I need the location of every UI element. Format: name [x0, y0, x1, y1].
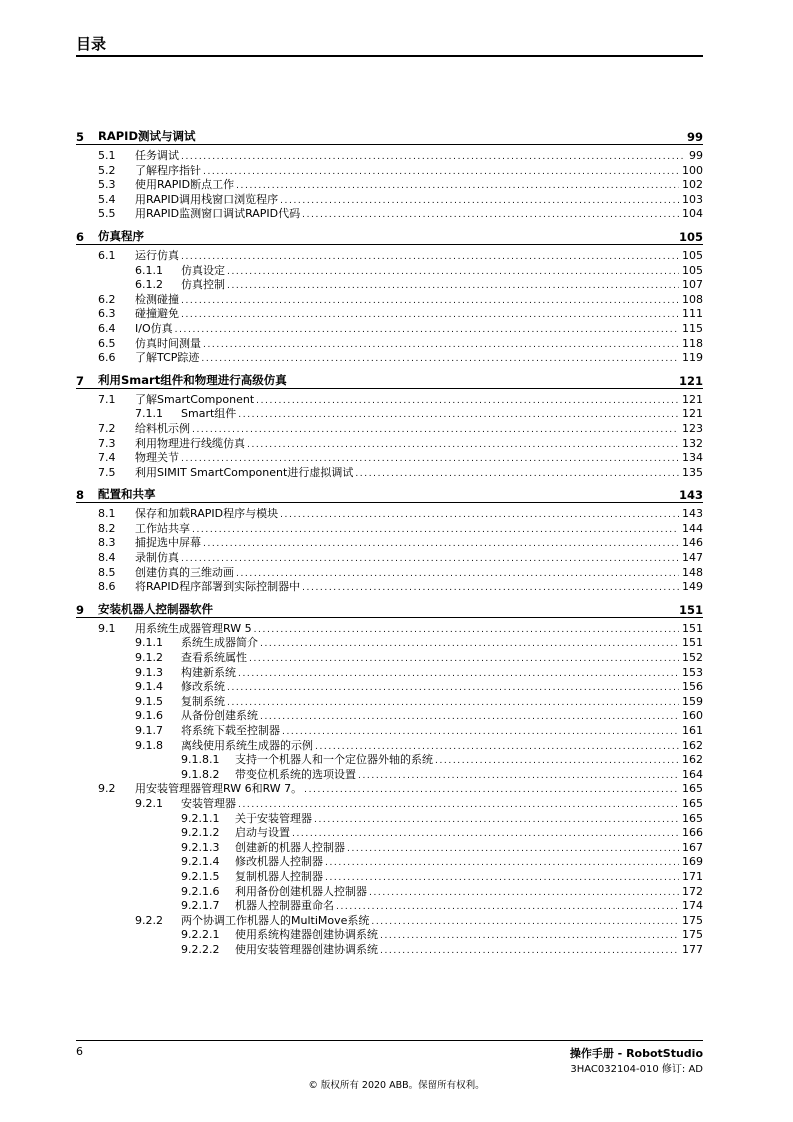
toc-entry-page: 111	[682, 307, 703, 321]
toc-entry-number: 9.2.1.3	[181, 840, 220, 854]
toc-entry-title: 复制机器人控制器	[235, 869, 323, 883]
dot-leader	[254, 623, 679, 638]
toc-entry-page: 134	[682, 451, 703, 465]
dot-leader	[181, 552, 679, 567]
toc-entry-number: 8.5	[98, 565, 116, 579]
dot-leader	[192, 523, 679, 538]
toc-entry-title: 仿真控制	[181, 278, 225, 292]
toc-entry-page: 147	[682, 551, 703, 565]
toc-entry-title: Smart组件	[181, 407, 237, 421]
toc-entry[interactable]	[76, 507, 703, 522]
page-title: 目录	[76, 35, 107, 53]
toc-entry-page: 165	[682, 811, 703, 825]
toc-entry[interactable]	[76, 636, 703, 651]
toc-entry-title: 任务调试	[135, 149, 179, 162]
toc-entry-number: 5.1	[98, 149, 116, 162]
toc-entry[interactable]	[76, 178, 703, 193]
toc-entry-page: 159	[682, 694, 703, 708]
dot-leader	[203, 165, 679, 180]
toc-entry-page: 161	[682, 724, 703, 737]
toc-entry-page: 162	[682, 753, 703, 767]
toc-entry-title: 检测碰撞	[135, 292, 179, 306]
toc-entry[interactable]	[76, 207, 703, 222]
toc-chapter-heading[interactable]	[76, 127, 703, 145]
toc-entry-number: 9.1.8.1	[181, 753, 220, 767]
dot-leader	[227, 696, 679, 711]
dot-leader	[315, 740, 679, 755]
toc-entry-page: 108	[682, 292, 703, 306]
toc-entry-page: 165	[682, 796, 703, 810]
toc-entry[interactable]	[76, 724, 703, 739]
toc-entry-page: 102	[682, 178, 703, 192]
footer-page-number: 6	[76, 1045, 83, 1058]
toc-entry-number: 6.2	[98, 292, 116, 306]
toc-entry[interactable]	[76, 580, 703, 595]
toc-chapter-heading[interactable]	[76, 485, 703, 503]
toc-entry-title: 用RAPID监测窗口调试RAPID代码	[135, 207, 301, 221]
toc-entry-title: 支持一个机器人和一个定位器外轴的系统	[235, 753, 433, 767]
dot-leader	[238, 408, 679, 423]
toc-entry-number: 5.4	[98, 192, 116, 206]
toc-entry[interactable]	[76, 680, 703, 695]
toc-entry[interactable]	[76, 278, 703, 293]
toc-entry-title: 将RAPID程序部署到实际控制器中	[135, 580, 301, 594]
dot-leader	[302, 581, 679, 596]
toc-entry-page: 107	[682, 278, 703, 292]
dot-leader	[203, 338, 679, 353]
toc-entry-number: 6.5	[98, 336, 116, 350]
toc-entry[interactable]	[76, 899, 703, 914]
toc-entry-number: 9.2.2.1	[181, 928, 220, 942]
toc-chapter-number: 9	[76, 602, 85, 617]
toc-chapter-number: 8	[76, 488, 85, 503]
dot-leader	[175, 323, 679, 338]
toc-chapter	[76, 371, 703, 481]
toc-entry-title: 机器人控制器重命名	[235, 899, 334, 913]
toc-entry-page: 174	[682, 899, 703, 913]
toc-chapter	[76, 600, 703, 958]
toc-entry-title: 查看系统属性	[181, 651, 247, 665]
toc-chapter-title: 配置和共享	[98, 487, 156, 502]
toc-entry-title: 用安装管理器管理RW 6和RW 7。	[135, 782, 303, 796]
toc-chapter-title: 仿真程序	[98, 228, 144, 243]
toc-entry-number: 5.2	[98, 163, 116, 177]
dot-leader	[256, 394, 679, 409]
toc-chapter-title: RAPID测试与调试	[98, 129, 196, 143]
toc-entry[interactable]	[76, 407, 703, 422]
dot-leader	[238, 798, 679, 813]
toc-chapter-page: 99	[686, 130, 703, 144]
toc-entry-number: 7.1.1	[135, 407, 163, 421]
toc-entry-title: 捕捉选中屏幕	[135, 536, 201, 550]
toc-entry[interactable]	[76, 536, 703, 551]
toc-chapter-title: 安装机器人控制器软件	[98, 601, 213, 616]
toc-entry-number: 9.1.3	[135, 665, 163, 679]
toc-entry-number: 9.2.2	[135, 913, 163, 927]
toc-entry[interactable]	[76, 651, 703, 666]
toc-entry-number: 6.4	[98, 321, 116, 335]
toc-entry[interactable]	[76, 753, 703, 768]
toc-entry-page: 167	[682, 840, 703, 854]
toc-entry-page: 175	[682, 928, 703, 942]
toc-entry-title: 从备份创建系统	[181, 709, 258, 723]
toc-entry-page: 169	[682, 855, 703, 869]
footer-document-id: 3HAC032104-010 修订: AD	[570, 1064, 703, 1075]
dot-leader	[181, 294, 679, 309]
toc-entry-number: 5.3	[98, 178, 116, 192]
toc-entry-number: 8.6	[98, 580, 116, 594]
toc-entry-number: 9.2.1.7	[181, 899, 220, 913]
toc-entry-title: 将系统下载至控制器	[181, 724, 280, 737]
toc-chapter-page: 105	[678, 229, 703, 244]
toc-entry[interactable]	[76, 337, 703, 352]
dot-leader	[358, 769, 679, 784]
toc-entry-page: 100	[682, 163, 703, 177]
toc-entry-title: 构建新系统	[181, 665, 236, 679]
footer-copyright: © 版权所有 2020 ABB。保留所有权利。	[308, 1080, 485, 1091]
toc-entry-page: 151	[682, 636, 703, 650]
toc-entry-title: 使用系统构建器创建协调系统	[235, 928, 378, 942]
dot-leader	[369, 886, 679, 901]
dot-leader	[181, 250, 679, 265]
toc-entry-page: 144	[682, 521, 703, 535]
toc-entry-page: 146	[682, 536, 703, 550]
toc-chapter-heading[interactable]	[76, 371, 703, 389]
dot-leader	[336, 900, 679, 915]
dot-leader	[238, 667, 679, 682]
toc-entry-title: 修改系统	[181, 680, 225, 694]
toc-entry-title: 安装管理器	[181, 796, 236, 810]
toc-entry-title: 用系统生成器管理RW 5	[135, 621, 252, 635]
footer-manual-title: 操作手册 - RobotStudio	[569, 1047, 703, 1060]
toc-entry[interactable]	[76, 264, 703, 279]
toc-entry-number: 9.2.1	[135, 796, 163, 810]
toc-entry[interactable]	[76, 351, 703, 366]
toc-entry-number: 9.2.1.1	[181, 811, 220, 825]
toc-entry-title: 了解TCP踪迹	[135, 351, 200, 365]
dot-leader	[249, 652, 679, 667]
dot-leader	[325, 871, 679, 886]
dot-leader	[260, 637, 679, 652]
toc-entry-page: 172	[682, 884, 703, 898]
toc-entry-page: 149	[682, 580, 703, 594]
toc-entry[interactable]	[76, 451, 703, 466]
toc-entry-title: 物理关节	[135, 451, 179, 465]
toc-entry-title: 仿真设定	[181, 263, 225, 277]
toc-entry[interactable]	[76, 768, 703, 783]
table-of-contents	[76, 127, 703, 963]
toc-entry-title: 修改机器人控制器	[235, 855, 323, 869]
toc-entry-page: 121	[682, 392, 703, 406]
toc-entry[interactable]	[76, 826, 703, 841]
toc-chapter	[76, 227, 703, 366]
dot-leader	[280, 194, 679, 209]
toc-entry[interactable]	[76, 149, 703, 164]
dot-leader	[181, 452, 679, 467]
toc-entry-number: 9.1	[98, 621, 116, 635]
toc-entry-page: 175	[682, 913, 703, 927]
dot-leader	[181, 150, 686, 165]
toc-entry[interactable]	[76, 249, 703, 264]
toc-entry[interactable]	[76, 164, 703, 179]
toc-entry[interactable]	[76, 293, 703, 308]
toc-entry-number: 9.2.2.2	[181, 942, 220, 956]
toc-entry-page: 162	[682, 738, 703, 752]
toc-entry-title: 创建仿真的三维动画	[135, 565, 234, 579]
dot-leader	[380, 944, 679, 959]
toc-entry[interactable]	[76, 885, 703, 900]
toc-entry-number: 7.3	[98, 436, 116, 450]
toc-entry-title: 启动与设置	[235, 826, 290, 840]
dot-leader	[282, 725, 679, 740]
toc-entry-title: 工作站共享	[135, 521, 190, 535]
dot-leader	[201, 352, 679, 367]
toc-entry-title: I/O仿真	[135, 321, 173, 335]
header-rule	[76, 55, 703, 57]
toc-chapter-number: 7	[76, 373, 85, 388]
toc-entry-title: 离线使用系统生成器的示例	[181, 738, 313, 752]
toc-entry-number: 8.3	[98, 536, 116, 550]
toc-entry-page: 171	[682, 869, 703, 883]
toc-entry[interactable]	[76, 466, 703, 481]
toc-entry-title: 碰撞避免	[135, 307, 179, 321]
toc-entry-title: 用RAPID调用栈窗口浏览程序	[135, 192, 279, 206]
toc-entry-page: 156	[682, 680, 703, 694]
toc-entry[interactable]	[76, 193, 703, 208]
toc-entry-number: 7.1	[98, 392, 116, 406]
toc-entry-title: 关于安装管理器	[235, 811, 312, 825]
toc-chapter-page: 143	[678, 488, 703, 503]
toc-entry[interactable]	[76, 855, 703, 870]
toc-entry-page: 115	[682, 321, 703, 335]
toc-entry-page: 132	[682, 436, 703, 450]
dot-leader	[236, 567, 679, 582]
toc-entry-number: 9.2.1.5	[181, 869, 220, 883]
dot-leader	[203, 537, 679, 552]
toc-entry[interactable]	[76, 551, 703, 566]
footer-rule	[76, 1040, 703, 1041]
toc-chapter-page: 151	[678, 602, 703, 617]
toc-entry-page: 152	[682, 651, 703, 665]
toc-entry-title: 创建新的机器人控制器	[235, 840, 345, 854]
toc-chapter-number: 6	[76, 229, 85, 244]
toc-entry-number: 9.1.1	[135, 636, 163, 650]
toc-entry-title: 了解SmartComponent	[135, 392, 255, 406]
toc-entry-page: 121	[682, 407, 703, 421]
toc-entry-title: 带变位机系统的选项设置	[235, 767, 356, 781]
toc-entry-title: 利用SIMIT SmartComponent进行虚拟调试	[135, 465, 354, 479]
toc-entry-title: 利用备份创建机器人控制器	[235, 884, 367, 898]
toc-entry-number: 5.5	[98, 207, 116, 221]
toc-chapter-heading[interactable]	[76, 227, 703, 245]
toc-entry-page: 143	[682, 507, 703, 521]
toc-entry-number: 6.6	[98, 351, 116, 365]
toc-entry-page: 166	[682, 826, 703, 840]
toc-entry-page: 105	[682, 263, 703, 277]
toc-entry-number: 9.1.5	[135, 694, 163, 708]
dot-leader	[380, 929, 679, 944]
toc-entry-number: 9.1.8	[135, 738, 163, 752]
toc-entry-page: 164	[682, 767, 703, 781]
toc-entry-title: 运行仿真	[135, 248, 179, 262]
toc-entry[interactable]	[76, 914, 703, 929]
dot-leader	[325, 856, 679, 871]
toc-entry-page: 103	[682, 192, 703, 206]
toc-entry[interactable]	[76, 782, 703, 797]
toc-entry-page: 177	[682, 942, 703, 956]
toc-entry-page: 118	[682, 336, 703, 350]
toc-entry[interactable]	[76, 812, 703, 827]
toc-entry-title: 给料机示例	[135, 421, 190, 435]
toc-entry[interactable]	[76, 393, 703, 408]
toc-entry-number: 6.1	[98, 248, 116, 262]
toc-entry-number: 9.1.7	[135, 724, 163, 737]
toc-entry-title: 利用物理进行线缆仿真	[135, 436, 245, 450]
dot-leader	[247, 438, 679, 453]
dot-leader	[181, 308, 679, 323]
dot-leader	[347, 842, 679, 857]
toc-entry[interactable]	[76, 307, 703, 322]
toc-entry-number: 7.5	[98, 465, 116, 479]
toc-entry-title: 复制系统	[181, 694, 225, 708]
toc-entry-page: 105	[682, 248, 703, 262]
toc-entry-number: 8.4	[98, 551, 116, 565]
dot-leader	[355, 467, 679, 482]
toc-entry-title: 保存和加载RAPID程序与模块	[135, 507, 279, 521]
dot-leader	[192, 423, 679, 438]
toc-entry-number: 9.1.8.2	[181, 767, 220, 781]
toc-entry[interactable]	[76, 709, 703, 724]
toc-entry[interactable]	[76, 437, 703, 452]
toc-entry-number: 8.1	[98, 507, 116, 521]
toc-entry-page: 165	[682, 782, 703, 796]
toc-chapter-page: 121	[678, 373, 703, 388]
toc-entry-number: 6.1.2	[135, 278, 163, 292]
toc-entry[interactable]	[76, 322, 703, 337]
toc-entry[interactable]	[76, 566, 703, 581]
toc-entry-page: 160	[682, 709, 703, 723]
toc-entry-page: 153	[682, 665, 703, 679]
toc-entry-number: 8.2	[98, 521, 116, 535]
dot-leader	[304, 783, 679, 798]
toc-entry[interactable]	[76, 695, 703, 710]
toc-entry-number: 9.1.6	[135, 709, 163, 723]
dot-leader	[227, 681, 679, 696]
toc-entry-number: 9.2	[98, 782, 116, 796]
dot-leader	[227, 279, 679, 294]
toc-entry-title: 系统生成器简介	[181, 636, 258, 650]
toc-chapter	[76, 485, 703, 595]
dot-leader	[302, 208, 679, 223]
dot-leader	[314, 813, 679, 828]
toc-entry-number: 7.4	[98, 451, 116, 465]
toc-chapter-number: 5	[76, 130, 85, 144]
toc-entry-number: 9.1.4	[135, 680, 163, 694]
dot-leader	[280, 508, 679, 523]
toc-entry-title: 使用RAPID断点工作	[135, 178, 235, 192]
dot-leader	[236, 179, 679, 194]
toc-entry-number: 9.2.1.4	[181, 855, 220, 869]
toc-entry-page: 148	[682, 565, 703, 579]
toc-entry[interactable]	[76, 943, 703, 958]
toc-entry-number: 9.2.1.2	[181, 826, 220, 840]
toc-entry[interactable]	[76, 739, 703, 754]
dot-leader	[435, 754, 679, 769]
toc-entry[interactable]	[76, 928, 703, 943]
toc-entry[interactable]	[76, 666, 703, 681]
toc-entry-number: 7.2	[98, 421, 116, 435]
toc-entry-page: 104	[682, 207, 703, 221]
toc-entry-page: 151	[682, 621, 703, 635]
toc-entry-page: 99	[689, 149, 703, 162]
toc-entry-title: 两个协调工作机器人的MultiMove系统	[181, 913, 370, 927]
dot-leader	[292, 827, 679, 842]
toc-entry[interactable]	[76, 870, 703, 885]
toc-entry[interactable]	[76, 622, 703, 637]
toc-entry-title: 仿真时间测量	[135, 336, 201, 350]
toc-entry[interactable]	[76, 841, 703, 856]
toc-entry-page: 135	[682, 465, 703, 479]
toc-entry-number: 9.2.1.6	[181, 884, 220, 898]
dot-leader	[260, 710, 679, 725]
toc-entry-number: 9.1.2	[135, 651, 163, 665]
toc-entry[interactable]	[76, 422, 703, 437]
dot-leader	[227, 265, 679, 280]
toc-entry-title: 录制仿真	[135, 551, 179, 565]
toc-entry-page: 123	[682, 421, 703, 435]
toc-entry-title: 使用安装管理器创建协调系统	[235, 942, 378, 956]
toc-entry[interactable]	[76, 797, 703, 812]
toc-entry[interactable]	[76, 522, 703, 537]
dot-leader	[371, 915, 679, 930]
toc-entry-number: 6.1.1	[135, 263, 163, 277]
toc-chapter	[76, 127, 703, 222]
toc-entry-number: 6.3	[98, 307, 116, 321]
toc-entry-title: 了解程序指针	[135, 163, 201, 177]
toc-chapter-title: 利用Smart组件和物理进行高级仿真	[98, 372, 287, 387]
toc-entry-page: 119	[682, 351, 703, 365]
toc-chapter-heading[interactable]	[76, 600, 703, 618]
